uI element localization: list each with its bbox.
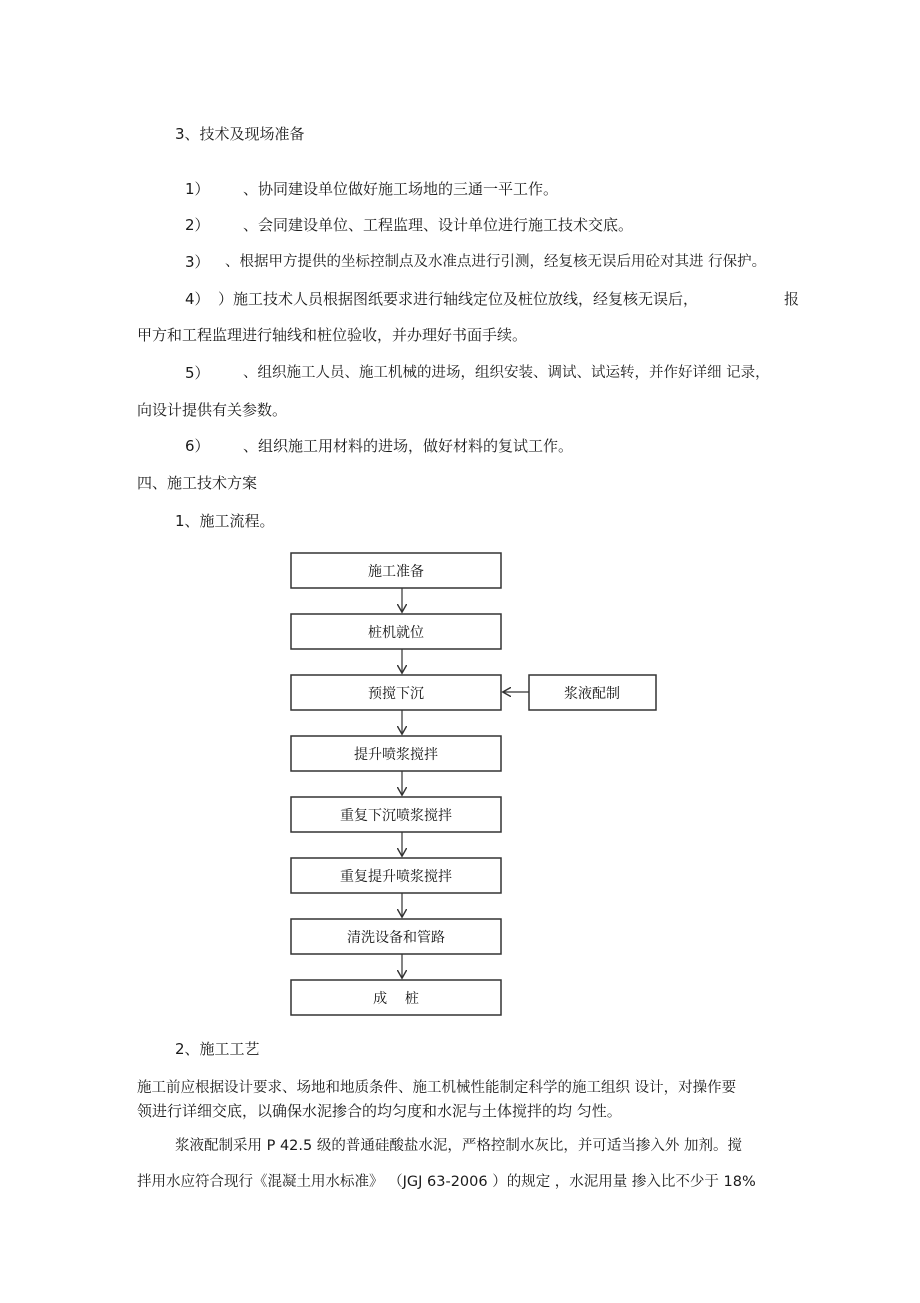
item-5-text: 、组织施工人员、施工机械的进场，组织安装、调试、试运转，并作好详细 记录，: [243, 365, 770, 381]
item-3-number: 3）: [185, 253, 210, 271]
flow-step-8: [291, 980, 501, 1015]
subsection-2-title: 2、施工工艺: [175, 1040, 260, 1058]
flow-side-step-label: 浆液配制: [564, 686, 620, 702]
flow-step-6: [291, 858, 501, 893]
item-4-text: ）施工技术人员根据图纸要求进行轴线定位及桩位放线，经复核无误后，: [218, 290, 699, 308]
flow-step-1-label: 施工准备: [368, 564, 424, 580]
flow-step-3: [291, 675, 501, 710]
item-2-text: 、会同建设单位、工程监理、设计单位进行施工技术交底。: [243, 216, 634, 234]
flow-step-3-label: 预搅下沉: [368, 686, 424, 702]
item-6-number: 6）: [185, 437, 210, 455]
paragraph-2-line-2: 拌用水应符合现行《混凝土用水标准》 （JGJ 63-2006 ）的规定 ，水泥用量 掺入比不少于 18%: [137, 1174, 756, 1190]
flow-step-2: [291, 614, 501, 649]
flow-step-8-label: 成 桩: [373, 991, 419, 1007]
item-6-text: 、组织施工用材料的进场，做好材料的复试工作。: [243, 437, 574, 455]
item-5-continuation: 向设计提供有关参数。: [137, 401, 288, 419]
item-4-text-tail: 报: [784, 290, 800, 308]
item-4-continuation: 甲方和工程监理进行轴线和桩位验收，并办理好书面手续。: [137, 326, 528, 344]
item-2-number: 2）: [185, 216, 210, 234]
section-3-title: 3、技术及现场准备: [175, 125, 305, 143]
flow-step-4-label: 提升喷浆搅拌: [354, 747, 438, 763]
section-4-title: 四、施工技术方案: [137, 474, 258, 492]
item-5-number: 5）: [185, 364, 210, 382]
subsection-1-title: 1、施工流程。: [175, 512, 275, 530]
item-1-text: 、协同建设单位做好施工场地的三通一平工作。: [243, 180, 559, 198]
paragraph-1-line-1: 施工前应根据设计要求、场地和地质条件、施工机械性能制定科学的施工组织 设计，对操作要: [137, 1080, 737, 1096]
flow-step-4: [291, 736, 501, 771]
flow-step-7: [291, 919, 501, 954]
flow-side-step: [529, 675, 656, 710]
paragraph-1-line-2: 领进行详细交底，以确保水泥掺合的均匀度和水泥与土体搅拌的均 匀性。: [137, 1102, 622, 1120]
flow-step-5-label: 重复下沉喷浆搅拌: [340, 808, 452, 824]
flow-step-2-label: 桩机就位: [368, 625, 424, 641]
flow-step-6-label: 重复提升喷浆搅拌: [340, 869, 452, 885]
flow-step-7-label: 清洗设备和管路: [347, 930, 445, 946]
flow-step-5: [291, 797, 501, 832]
item-4-number: 4）: [185, 290, 210, 308]
item-3-text: 、根据甲方提供的坐标控制点及水准点进行引测，经复核无误后用砼对其进 行保护。: [225, 254, 767, 270]
item-1-number: 1）: [185, 180, 210, 198]
flow-step-1: [291, 553, 501, 588]
paragraph-2-line-1: 浆液配制采用 P 42.5 级的普通硅酸盐水泥，严格控制水灰比，并可适当掺入外 加剂。搅: [175, 1138, 742, 1154]
